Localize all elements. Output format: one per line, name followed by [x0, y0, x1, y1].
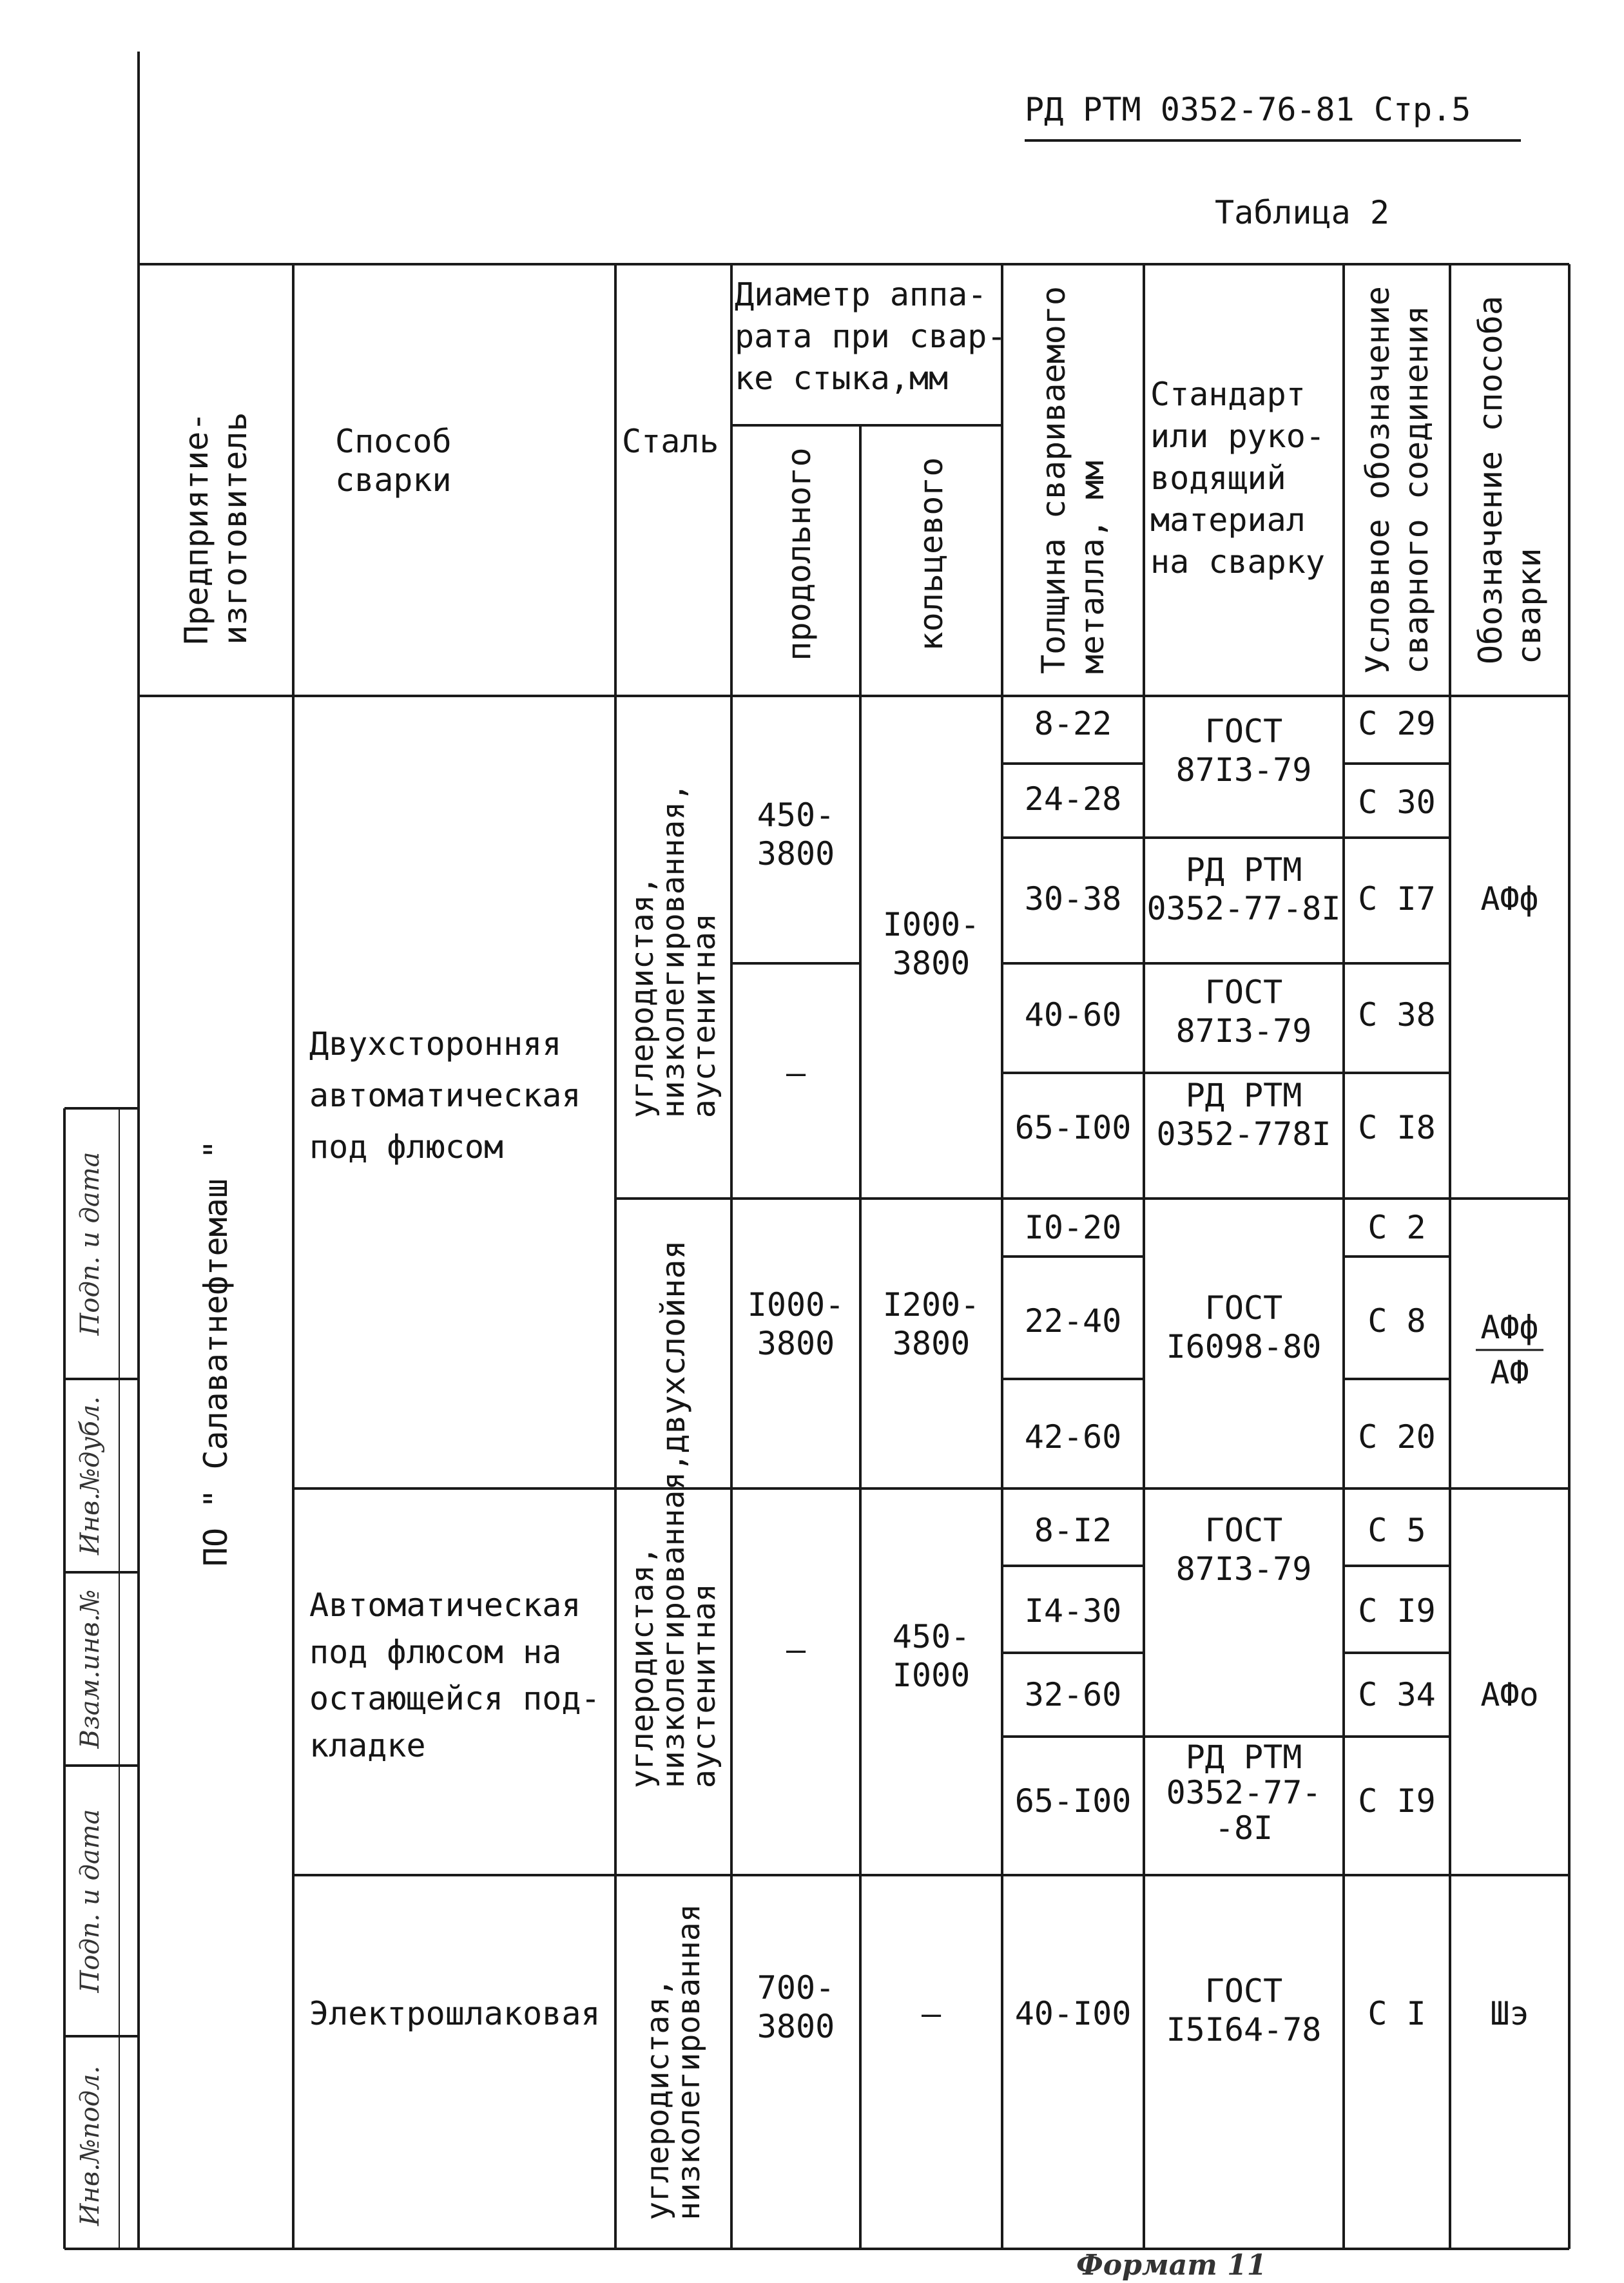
header-standard: Стандарт или руко- водящий материал на сварку: [1150, 376, 1325, 581]
method-backing: Автоматическая под флюсом на остающейся под- кладке: [309, 1586, 601, 1764]
steel-group4: углеродистая, низколегированная: [640, 1903, 707, 2220]
thickness-cell: 65-I00: [1014, 1109, 1132, 1146]
steel-group2: двухслойная: [655, 1240, 692, 1454]
joint-cell: С 2: [1368, 1209, 1426, 1246]
standard-cell: РД РТМ 0352-77-8I: [1146, 851, 1341, 927]
thickness-cell: 8-I2: [1034, 1512, 1112, 1549]
joint-cell: С I7: [1358, 880, 1436, 918]
stamp-label: Инв.№подл.: [75, 2065, 105, 2226]
joint-cell: С I9: [1358, 1782, 1436, 1820]
thickness-cell: 24-28: [1024, 780, 1122, 818]
joint-cell: С I8: [1358, 1109, 1436, 1146]
header-enterprise: Предприятие- изготовитель: [178, 412, 254, 645]
enterprise-name: ПО " Салаватнефтемаш ": [197, 1139, 235, 1567]
welding-code-cell: АФф: [1480, 880, 1539, 918]
header-joint-designation: Условное обозначение сварного соединения: [1359, 285, 1435, 675]
standard-cell: РД РТМ 0352-77- -8I: [1166, 1739, 1322, 1847]
standard-cell: ГОСТ 87I3-79: [1175, 713, 1312, 789]
table-title: Таблица 2: [1215, 194, 1389, 231]
diameter-circ-g2: I200- 3800: [882, 1286, 980, 1362]
diameter-circ-g3: 450- I000: [892, 1618, 971, 1694]
thickness-cell: 65-I00: [1014, 1782, 1132, 1820]
welding-code-cell: Шэ: [1490, 1995, 1529, 2032]
thickness-cell: 22-40: [1024, 1302, 1122, 1340]
welding-code-cell: АФо: [1480, 1676, 1539, 1713]
standard-cell: РД РТМ 0352-778I: [1156, 1077, 1331, 1153]
diameter-long-g4: 700- 3800: [757, 1969, 835, 2045]
diameter-long-g2: I000- 3800: [747, 1286, 845, 1362]
joint-cell: С 20: [1358, 1418, 1436, 1456]
standard-cell: ГОСТ I6098-80: [1166, 1289, 1322, 1365]
welding-code-numerator: АФф: [1480, 1309, 1539, 1346]
joint-cell: С 5: [1368, 1512, 1426, 1549]
stamp-label: Взам.инв.№: [75, 1589, 105, 1749]
welding-code-denominator: АФ: [1490, 1354, 1529, 1391]
header-thickness: Толщина свариваемого металла, мм: [1035, 285, 1111, 675]
steel-group3: углеродистая, низколегированная, аустенитная: [624, 1452, 722, 1789]
stamp-label: Подп. и дата: [75, 1809, 105, 1993]
thickness-cell: 42-60: [1024, 1418, 1122, 1456]
page-format: Формат 11: [1076, 2249, 1267, 2282]
document-reference: РД РТМ 0352-76-81 Стр.5: [1025, 91, 1471, 128]
joint-cell: С 30: [1358, 784, 1436, 821]
joint-cell: С 8: [1368, 1302, 1426, 1340]
header-welding-code: Обозначение способа сварки: [1472, 296, 1548, 664]
header-diameter: Диаметр аппа- рата при свар- ке стыка,мм: [735, 276, 1007, 397]
thickness-cell: 30-38: [1024, 880, 1122, 918]
diameter-long-g1-dash: —: [786, 1054, 806, 1092]
diameter-circ-g4: —: [921, 1995, 942, 2032]
standard-cell: ГОСТ 87I3-79: [1175, 974, 1312, 1050]
thickness-cell: 8-22: [1034, 705, 1112, 742]
joint-cell: С 34: [1358, 1676, 1436, 1713]
thickness-cell: 40-I00: [1014, 1995, 1132, 2032]
standard-cell: ГОСТ I5I64-78: [1166, 1972, 1322, 2048]
stamp-label: Инв.№дубл.: [75, 1396, 105, 1556]
header-circular: кольцевого: [913, 457, 950, 651]
standard-cell: ГОСТ 87I3-79: [1175, 1512, 1312, 1588]
header-method: Способ сварки: [335, 423, 452, 499]
method-double-sided: Двухсторонняя автоматическая под флюсом: [309, 1025, 581, 1166]
steel-group1: углеродистая, низколегированная, аустенитная: [624, 782, 722, 1119]
diameter-long-g1: 450- 3800: [757, 796, 835, 872]
joint-cell: С I: [1368, 1995, 1426, 2032]
diameter-circ-g1: I000- 3800: [882, 906, 980, 982]
joint-cell: С 38: [1358, 996, 1436, 1034]
thickness-cell: 32-60: [1024, 1676, 1122, 1713]
method-electroslag: Электрошлаковая: [309, 1995, 601, 2032]
thickness-cell: 40-60: [1024, 996, 1122, 1034]
joint-cell: С 29: [1358, 705, 1436, 742]
thickness-cell: I4-30: [1024, 1592, 1122, 1630]
stamp-label: Подп. и дата: [75, 1151, 105, 1336]
header-longitudinal: продольного: [780, 447, 818, 661]
diameter-long-g3: —: [786, 1631, 806, 1668]
joint-cell: С I9: [1358, 1592, 1436, 1630]
thickness-cell: I0-20: [1024, 1209, 1122, 1246]
header-steel: Сталь: [622, 423, 719, 460]
